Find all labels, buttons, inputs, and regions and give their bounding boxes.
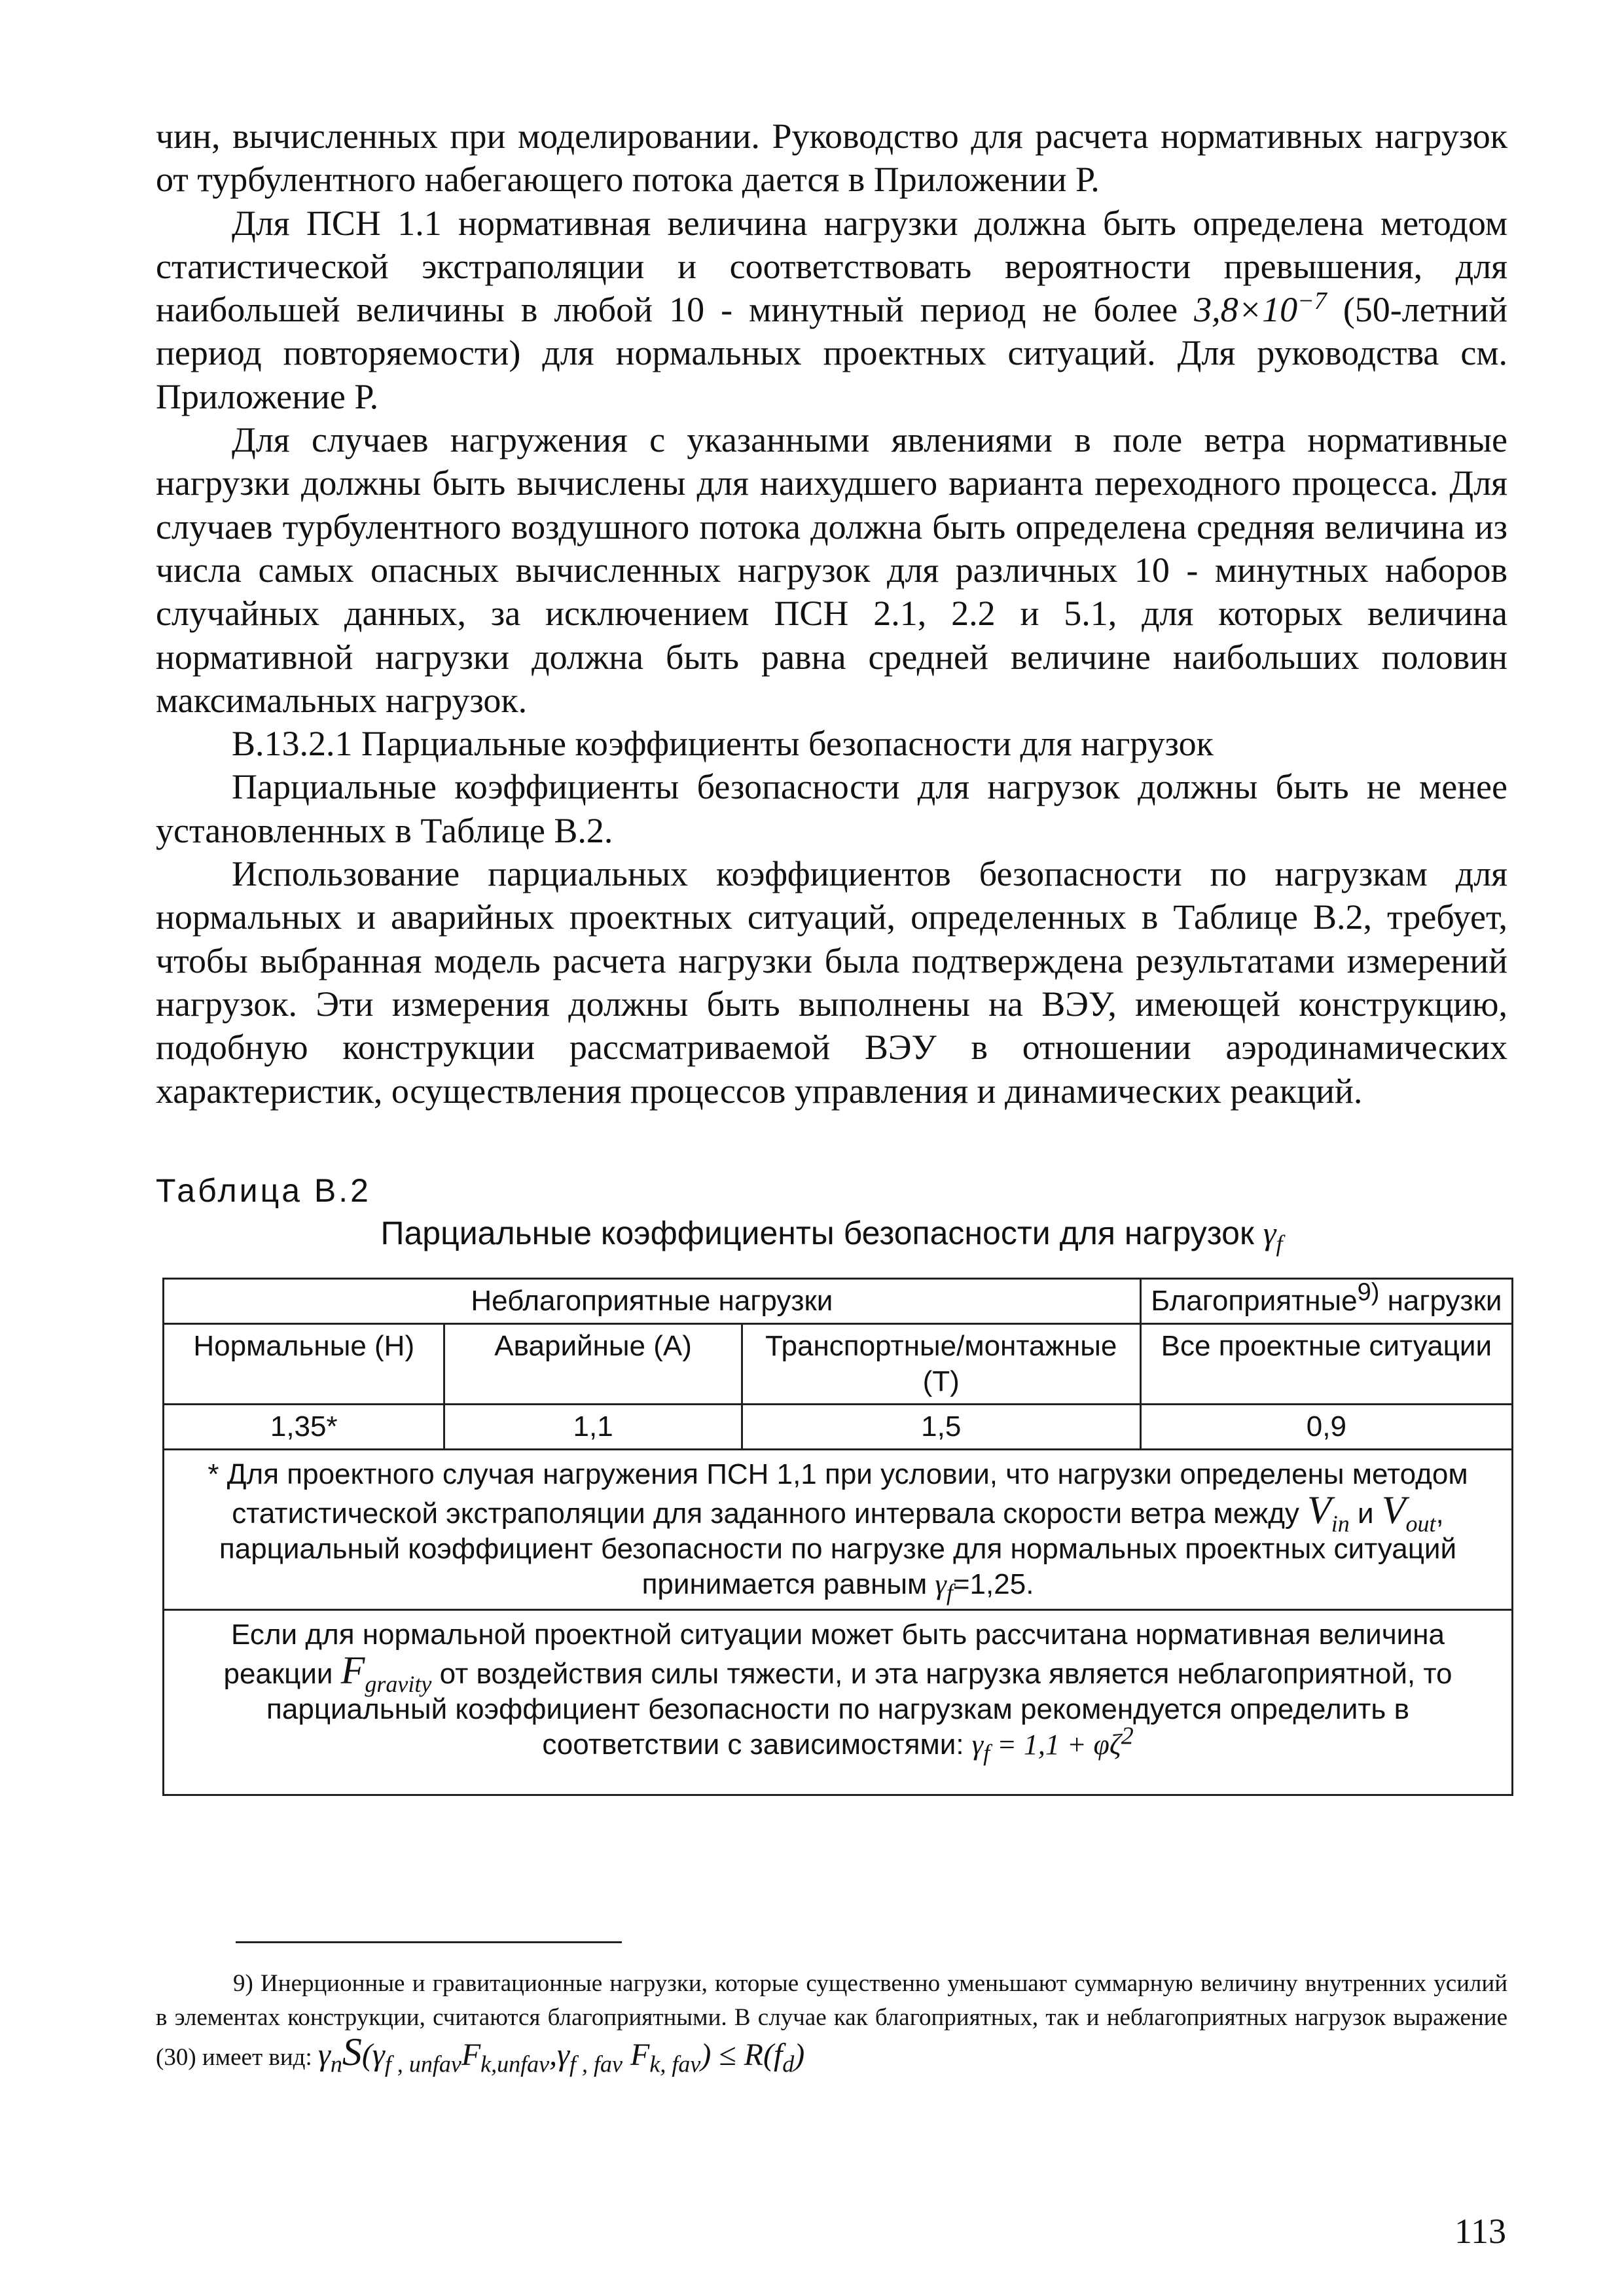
table-row bbox=[164, 1279, 1513, 1324]
paragraph-3: Для случаев нагружения с указанными явлениями в поле ветра нормативные нагрузки должны быть вычислены для наихудшего варианта переходного процесса. Для случаев турбулентного воздушного потока должна быть определена средняя величина из числа самых опасных вычисленных нагрузок для различных 10 - минутных наборов случайных данных, за исключением ПСН 2.1, 2.2 и 5.1, для которых величина нормативной нагрузки должна быть равна средней величине наибольших половин максимальных нагрузок. bbox=[156, 420, 1507, 720]
load-combination-formula: $\gamma_nS(\gamma_{f , unfav}F_{k,unfav},\gamma_{f , fav}$ $F_{k, fav}) \le R(f_d)$ bbox=[318, 2030, 805, 2077]
value-favorable: 0,9 bbox=[1140, 1405, 1512, 1450]
footnote-divider bbox=[236, 1941, 622, 1943]
column-all-situations: Все проектные ситуации bbox=[1140, 1324, 1512, 1405]
gravity-formula: $\gamma_f = 1,1 + \varphi\zeta 2$ bbox=[971, 1722, 1134, 1766]
table-row bbox=[164, 1450, 1513, 1610]
column-emergency: Аварийные (А) bbox=[444, 1324, 742, 1405]
safety-factors-table bbox=[162, 1278, 1513, 1796]
table-caption: Парциальные коэффициенты безопасности для нагрузок $\gamma_f$ bbox=[380, 1215, 1283, 1257]
table-note-2: Если для нормальной проектной ситуации может быть рассчитана нормативная величина реакции $F_{gravity}$ от воздействия силы тяжести, и эта нагрузка является неблагоприятной, то парциальный коэффициент безопасности по нагрузкам рекомендуется определить в соответствии с зависимостями: $\gamma_f = 1,1 + \varphi\zeta 2$ bbox=[164, 1610, 1513, 1795]
paragraph-1: чин, вычисленных при моделировании. Руководство для расчета нормативных нагрузок от турбулентного набегающего потока дается в Приложении Р. bbox=[156, 117, 1507, 200]
table-row bbox=[164, 1324, 1513, 1405]
column-normal: Нормальные (Н) bbox=[164, 1324, 444, 1405]
table-row bbox=[164, 1610, 1513, 1795]
column-transport: Транспортные/монтажные (Т) bbox=[742, 1324, 1140, 1405]
paragraph-2: Для ПСН 1.1 нормативная величина нагрузки должна быть определена методом статистической экстраполяции и соответствовать вероятности превышения, для наибольшей величины в любой 10 - минутный период не более $3,8\times 10^{-7}$ (50-летний период повторяемости) для нормальных проектных ситуаций. Для руководства см. Приложение Р. bbox=[156, 203, 1508, 416]
footnote-text: 9) Инерционные и гравитационные нагрузки, которые существенно уменьшают суммарную величину внутренних усилий в элементах конструкции, считаются благоприятными. В случае как благоприятных, так и неблагоприятных нагрузок выражение (30) имеет вид: bbox=[156, 1970, 1507, 2071]
page-number: 113 bbox=[1454, 2212, 1506, 2251]
paragraph-4: Парциальные коэффициенты безопасности для нагрузок должны быть не менее установленных в Таблице В.2. bbox=[156, 767, 1507, 850]
table-row bbox=[164, 1405, 1513, 1450]
header-favorable: Благоприятные9) нагрузки bbox=[1140, 1279, 1512, 1324]
value-transport: 1,5 bbox=[742, 1405, 1140, 1450]
value-emergency: 1,1 bbox=[444, 1405, 742, 1450]
probability-formula: $3,8\times 10^{-7}$ bbox=[1194, 287, 1327, 330]
footnote bbox=[156, 1967, 1507, 2075]
body-text bbox=[156, 115, 1507, 1113]
table-note-1: * Для проектного случая нагружения ПСН 1,1 при условии, что нагрузки определены методом статистической экстраполяции для заданного интервала скорости ветра между $V_{in}$ и $V_{out}$, парциальный коэффициент безопасности по нагрузке для нормальных проектных ситуаций принимается равным $\gamma_f=1,25$. bbox=[164, 1450, 1513, 1610]
table-label: Таблица В.2 bbox=[156, 1172, 371, 1209]
paragraph-5: Использование парциальных коэффициентов безопасности по нагрузкам для нормальных и аварийных проектных ситуаций, определенных в Таблице В.2, требует, чтобы выбранная модель расчета нагрузки была подтверждена результатами измерений нагрузок. Эти измерения должны быть выполнены на ВЭУ, имеющей конструкцию, подобную конструкции рассматриваемой ВЭУ в отношении аэродинамических характеристик, осуществления процессов управления и динамических реакций. bbox=[156, 854, 1507, 1111]
value-normal: 1,35* bbox=[164, 1405, 444, 1450]
section-heading: В.13.2.1 Парциальные коэффициенты безопасности для нагрузок bbox=[232, 724, 1214, 764]
header-unfavorable: Неблагоприятные нагрузки bbox=[164, 1279, 1141, 1324]
